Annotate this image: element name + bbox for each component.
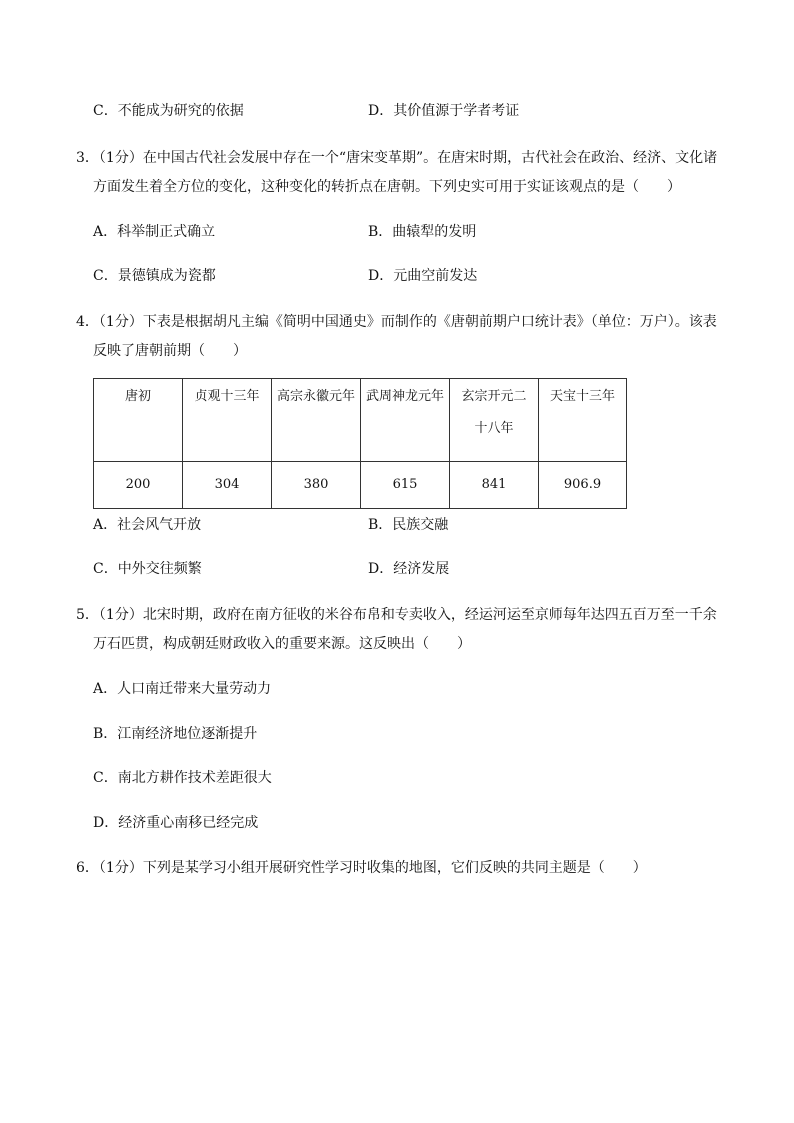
table-cell: 380 — [272, 462, 361, 509]
table-cell: 200 — [94, 462, 183, 509]
table-cell: 841 — [450, 462, 539, 509]
table-header-cell: 武周神龙元年 — [361, 379, 450, 462]
q6-stem-line1: 6．（1分）下列是某学习小组开展研究性学习时收集的地图，它们反映的共同主题是（ ） — [76, 860, 647, 876]
q3-option-a[interactable]: A．科举制正式确立 — [93, 224, 216, 240]
table-header-cell: 唐初 — [94, 379, 183, 462]
q4-stem-line2: 反映了唐朝前期（ ） — [93, 343, 247, 359]
q5-stem-line2: 万石匹贯，构成朝廷财政收入的重要来源。这反映出（ ） — [93, 636, 471, 652]
q4-option-d[interactable]: D．经济发展 — [368, 561, 450, 577]
table-row — [94, 462, 627, 509]
table-cell: 304 — [183, 462, 272, 509]
q3-option-d[interactable]: D．元曲空前发达 — [368, 268, 478, 284]
q4-option-c[interactable]: C．中外交往频繁 — [93, 561, 202, 577]
q2-option-c[interactable]: C．不能成为研究的依据 — [93, 103, 244, 119]
table-header-cell: 玄宗开元二十八年 — [450, 379, 539, 462]
population-table — [93, 378, 627, 509]
q5-option-d[interactable]: D．经济重心南移已经完成 — [93, 815, 259, 831]
q5-option-b[interactable]: B．江南经济地位逐渐提升 — [93, 726, 258, 742]
q3-option-c[interactable]: C．景德镇成为瓷都 — [93, 268, 216, 284]
table-header-cell: 高宗永徽元年 — [272, 379, 361, 462]
table-header-row — [94, 379, 627, 462]
q5-stem-line1: 5．（1分）北宋时期，政府在南方征收的米谷布帛和专卖收入，经运河运至京师每年达四五百万至一千余 — [76, 607, 717, 623]
q4-option-a[interactable]: A．社会风气开放 — [93, 517, 202, 533]
table-cell: 906.9 — [539, 462, 627, 509]
q3-stem-line1: 3．（1分）在中国古代社会发展中存在一个“唐宋变革期”。在唐宋时期，古代社会在政治、经济、文化诸 — [76, 150, 718, 166]
q4-option-b[interactable]: B．民族交融 — [368, 517, 449, 533]
q4-stem-line1: 4．（1分）下表是根据胡凡主编《简明中国通史》而制作的《唐朝前期户口统计表》（单位：万户）。该表 — [76, 314, 717, 330]
q5-option-a[interactable]: A．人口南迁带来大量劳动力 — [93, 681, 272, 697]
q3-stem-line2: 方面发生着全方位的变化，这种变化的转折点在唐朝。下列史实可用于实证该观点的是（ ） — [93, 179, 681, 195]
q2-option-d[interactable]: D．其价值源于学者考证 — [368, 103, 520, 119]
table-header-cell: 贞观十三年 — [183, 379, 272, 462]
table-cell: 615 — [361, 462, 450, 509]
q5-option-c[interactable]: C．南北方耕作技术差距很大 — [93, 770, 272, 786]
table-header-cell: 天宝十三年 — [539, 379, 627, 462]
q3-option-b[interactable]: B．曲辕犁的发明 — [368, 224, 477, 240]
